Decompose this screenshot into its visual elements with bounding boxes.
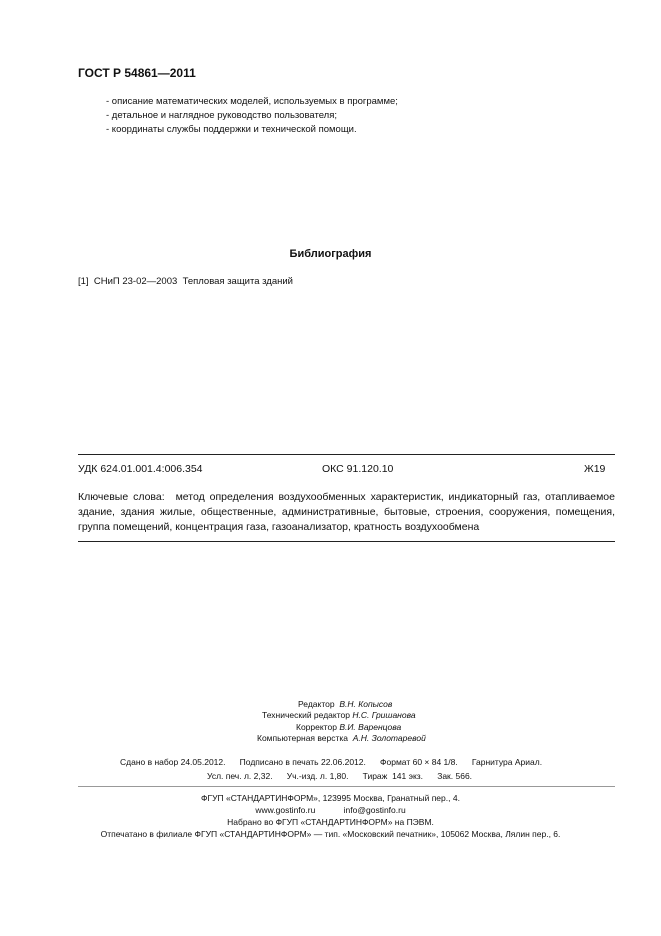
divider-top bbox=[78, 454, 615, 455]
bibliography-title: Библиография bbox=[289, 248, 372, 260]
keywords-block bbox=[78, 490, 615, 535]
classification-code: Ж19 bbox=[584, 463, 606, 475]
imprint-line-1: Сдано в набор 24.05.2012. Подписано в печать 22.06.2012. Формат 60 × 84 1/8. Гарнитура Ариал. bbox=[120, 757, 543, 767]
udk-code: УДК 624.01.001.4:006.354 bbox=[78, 463, 203, 475]
bibliography-item-number: [1] bbox=[78, 276, 89, 287]
bibliography-item-text: Тепловая защита зданий bbox=[182, 276, 293, 287]
oks-code: ОКС 91.120.10 bbox=[322, 463, 394, 475]
keywords-label: Ключевые слова: bbox=[78, 491, 165, 503]
layout-line: Компьютерная верстка А.Н. Золотаревой bbox=[257, 733, 426, 743]
publisher-email: info@gostinfo.ru bbox=[343, 805, 406, 815]
list-item: - детальное и наглядное руководство пользователя; bbox=[106, 110, 337, 121]
publisher-contacts bbox=[0, 805, 661, 815]
typeset-note: Набрано во ФГУП «СТАНДАРТИНФОРМ» на ПЭВМ. bbox=[227, 817, 434, 827]
proofreader-line: Корректор В.И. Варенцова bbox=[296, 722, 402, 732]
divider-imprint bbox=[78, 786, 615, 787]
printed-note: Отпечатано в филиале ФГУП «СТАНДАРТИНФОРМ» — тип. «Московский печатник», 105062 Москва, Лялин пер., 6. bbox=[100, 829, 561, 839]
keywords-text: метод определения воздухообменных характеристик, индикаторный газ, отапливаемое здание, здания жилые, общественные, административные, бытовые, строения, сооружения, помещения, группа помещений, концентрация газа, газоанализатор, кратность воздухообмена bbox=[78, 491, 615, 533]
page-header-standard-id: ГОСТ Р 54861—2011 bbox=[78, 66, 196, 80]
imprint-line-2: Усл. печ. л. 2,32. Уч.-изд. л. 1,80. Тираж 141 экз. Зак. 566. bbox=[207, 771, 473, 781]
list-item: - описание математических моделей, используемых в программе; bbox=[106, 96, 398, 107]
publisher-address: ФГУП «СТАНДАРТИНФОРМ», 123995 Москва, Гранатный пер., 4. bbox=[201, 793, 460, 803]
editor-line: Редактор В.Н. Копысов bbox=[298, 699, 393, 709]
tech-editor-line: Технический редактор Н.С. Гришанова bbox=[262, 710, 416, 720]
divider-bottom bbox=[78, 541, 615, 542]
list-item: - координаты службы поддержки и технической помощи. bbox=[106, 124, 357, 135]
bibliography-item bbox=[78, 276, 293, 287]
bibliography-item-code: СНиП 23-02—2003 bbox=[93, 276, 178, 287]
publisher-website: www.gostinfo.ru bbox=[255, 805, 316, 815]
